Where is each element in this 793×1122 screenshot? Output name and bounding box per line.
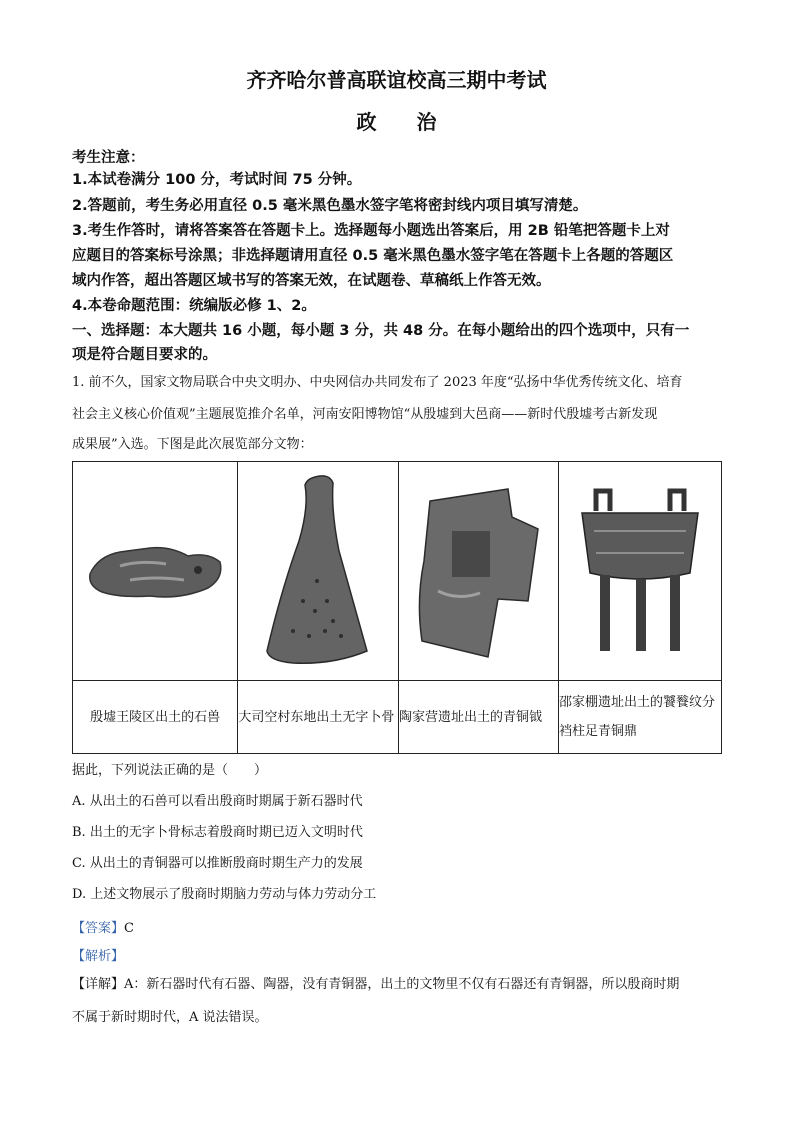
- relic-caption: 邵家棚遗址出土的饕餮纹分裆柱足青铜鼎: [559, 681, 722, 754]
- answer-label: 【答案】: [72, 921, 125, 936]
- subject-title: 政 治: [356, 110, 437, 134]
- relic-image-cell: [559, 462, 722, 681]
- relic-caption: 殷墟王陵区出土的石兽: [73, 681, 238, 754]
- notice-item-3-cont: 应题目的答案标号涂黑；非选择题请用直径 0.5 毫米黑色墨水签字笔在答题卡上各题的答题区: [72, 248, 674, 264]
- exam-title: 齐齐哈尔普高联谊校高三期中考试: [246, 68, 547, 92]
- relic-caption: 陶家营遗址出土的青铜钺: [398, 681, 558, 754]
- option-a: A. 从出土的石兽可以看出殷商时期属于新石器时代: [72, 794, 363, 809]
- notice-item-3-cont2: 域内作答，超出答题区域书写的答案无效，在试题卷、草稿纸上作答无效。: [72, 273, 551, 289]
- option-b: B. 出土的无字卜骨标志着殷商时期已迈入文明时代: [72, 825, 363, 840]
- stone-beast-icon: [80, 526, 230, 616]
- question-stem-line-3: 成果展”入选。下图是此次展览部分文物：: [72, 437, 313, 452]
- notice-item-2: 2.答题前，考生务必用直径 0.5 毫米黑色墨水签字笔将密封线内项目填写清楚。: [72, 198, 588, 214]
- answer-value: C: [124, 921, 134, 936]
- question-stem-line-2: 社会主义核心价值观”主题展览推介名单，河南安阳博物馆“从殷墟到大邑商——新时代殷墟考古新发现: [72, 407, 658, 422]
- oracle-bone-icon: [263, 471, 373, 671]
- notice-item-4: 4.本卷命题范围：统编版必修 1、2。: [72, 298, 316, 314]
- detail-line-2: 不属于新时期时代，A 说法错误。: [72, 1010, 268, 1025]
- notice-heading: 考生注意：: [72, 150, 145, 166]
- answer-line: [72, 917, 134, 936]
- relic-image-cell: [238, 462, 399, 681]
- option-c: C. 从出土的青铜器可以推断殷商时期生产力的发展: [72, 856, 363, 871]
- relics-table: [72, 461, 722, 754]
- notice-item-1: 1.本试卷满分 100 分，考试时间 75 分钟。: [72, 172, 362, 188]
- analysis-label: 【解析】: [72, 949, 125, 964]
- question-stem-line-1: 1. 前不久，国家文物局联合中央文明办、中央网信办共同发布了 2023 年度“弘扬中华优秀传统文化、培育: [72, 375, 683, 390]
- detail-line-1: 【详解】A：新石器时代有石器、陶器，没有青铜器，出土的文物里不仅有石器还有青铜器，所以殷商时期: [72, 977, 680, 992]
- relic-image-cell: [73, 462, 238, 681]
- option-d: D. 上述文物展示了殷商时期脑力劳动与体力劳动分工: [72, 887, 377, 902]
- relic-caption: 大司空村东地出土无字卜骨: [238, 681, 399, 754]
- notice-item-3: 3.考生作答时，请将答案答在答题卡上。选择题每小题选出答案后，用 2B 铅笔把答题卡上对: [72, 223, 670, 239]
- bronze-axe-icon: [408, 481, 548, 661]
- question-prompt: 据此，下列说法正确的是（ ）: [72, 763, 268, 778]
- bronze-ding-icon: [570, 481, 710, 661]
- section-heading-cont: 项是符合题目要求的。: [72, 347, 217, 363]
- relic-image-cell: [398, 462, 558, 681]
- section-heading: 一、选择题：本大题共 16 小题，每小题 3 分，共 48 分。在每小题给出的四个选项中，只有一: [72, 323, 690, 339]
